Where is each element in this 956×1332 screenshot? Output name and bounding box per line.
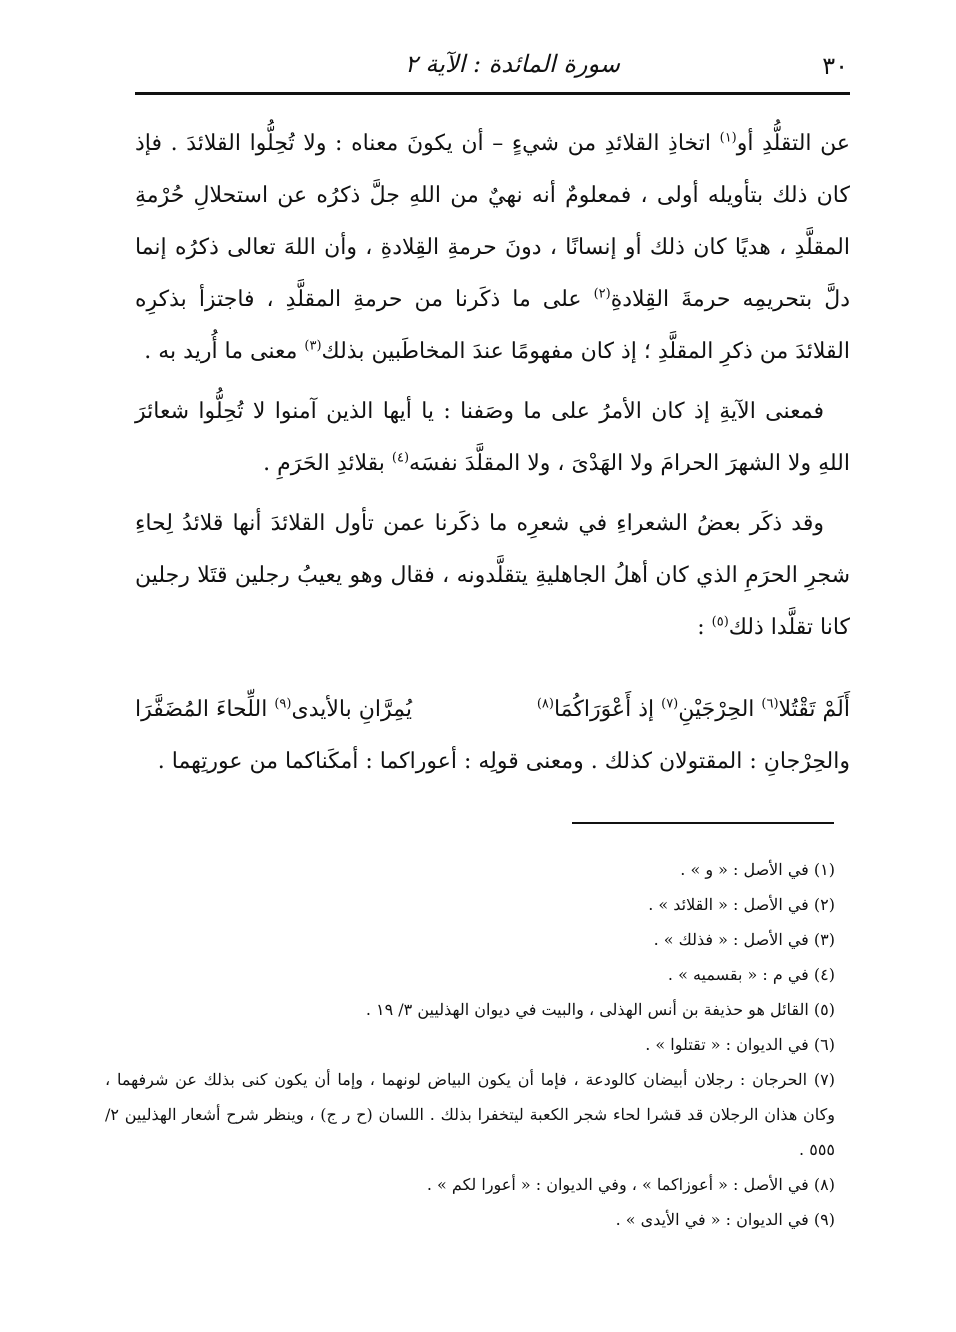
- page-number: ٣٠: [822, 52, 848, 80]
- text-run: الحِرْجَيْنِ: [678, 697, 762, 722]
- text-run: أَلَمْ تَقْتُلا: [778, 697, 850, 722]
- footnote-2: (٢) في الأصل : « القلائد » .: [648, 895, 835, 914]
- footnote-1: (١) في الأصل : « و » .: [680, 860, 835, 879]
- footnote-ref-3: (٣): [304, 338, 322, 354]
- text-run: عن التقلُّدِ أو: [736, 131, 850, 156]
- footnote-rule: [572, 822, 834, 824]
- footnote-ref-2: (٢): [593, 286, 611, 302]
- footnote-ref-1: (١): [719, 130, 737, 146]
- footnote-ref-8: (٨): [536, 696, 554, 712]
- text-run: :: [697, 615, 712, 640]
- poetry-verse: [135, 684, 850, 736]
- footnote-ref-4: (٤): [391, 450, 410, 466]
- verse-second-hemistich: [135, 684, 412, 736]
- footnote-ref-7: (٧): [661, 696, 679, 712]
- verse-first-hemistich: [537, 684, 850, 736]
- text-run: اللِّحاءَ المُضَفَّرَا: [135, 697, 275, 722]
- footnote-5: (٥) القائل هو حذيفة بن أنس الهذلى ، والبيت في ديوان الهذليين ٣/ ١٩ .: [365, 1000, 835, 1019]
- paragraph-3: [135, 498, 850, 654]
- text-run: اتخاذِ القلائدِ من شيءٍ – أن يكونَ معناه : ولا تُحِلُّوا القلائدَ . فإذ كان ذلك بتأويله أولى ، فمعلومٌ أنه نهيٌ من اللهِ جلَّ ذكرُه عن استحلالِ حُرْمةِ المقلَّدِ ، هديًا كان ذلك أو إنسانًا ، دونَ حرمةِ القِلادةِ ، وأن اللهَ تعالى ذكرُه إنما دلَّ بتحريمِه حرمةَ القِلادةِ: [135, 131, 850, 312]
- running-title: سورة المائدة : الآية ٢: [404, 50, 620, 78]
- text-run: فمعنى الآيةِ إذ كان الأمرُ على ما وصَفنا : يا أيها الذين آمنوا لا تُحِلُّوا شعائرَ اللهِ ولا الشهرَ الحرامَ ولا الهَدْىَ ، ولا المقلَّدَ نفسَه: [135, 399, 850, 476]
- main-text: [135, 118, 850, 654]
- page-header: [135, 40, 850, 92]
- text-run: وقد ذكَر بعضُ الشعراءِ في شعرِه ما ذكَرنا عمن تأول القلائدَ أنها قلائدُ لِحاءِ شجرِ الحرَمِ الذي كان أهلُ الجاهليةِ يتقلَّدونه ، فقال وهو يعيبُ رجلين قتَلا رجلين كانا تقلَّدا ذلك: [135, 511, 850, 640]
- footnote-4: (٤) في م : « بقسميه » .: [667, 965, 835, 984]
- footnote-3: (٣) في الأصل : « فذلك » .: [653, 930, 835, 949]
- footnote-ref-5: (٥): [711, 614, 729, 630]
- footnote-8: (٨) في الأصل : « أعوزاكما » ، وفي الديوان : « أعورا لكم » .: [426, 1175, 835, 1194]
- footnote-6: (٦) في الديوان : « تقتلوا » .: [645, 1035, 835, 1054]
- footnote-7: (٧) الحرجان : رجلان أبيضان كالودعة ، فإما أن يكون البياض لونهما ، وإما أن يكون كنى بذلك عن شرفهما ، وكان هذان الرجلان قد قشرا لحاء شجر الكعبة ليتخفرا بذلك . اللسان (ح ر ج) ، وينظر شرح أشعار الهذليين ٢/ ٥٥٥ .: [105, 1070, 836, 1159]
- paragraph-1: [135, 118, 850, 378]
- verse-gloss: والحِرْجانِ : المقتولان كذلك . ومعنى قولِه : أعوراكما : أمكَناكما من عورتِهما .: [157, 749, 850, 774]
- text-run: معنى ما أُريد به .: [144, 339, 305, 364]
- footnote-ref-9: (٩): [274, 696, 292, 712]
- text-run: يُمِرَّانِ بالأيدى: [291, 697, 412, 722]
- footnotes: [105, 852, 835, 1237]
- footnote-9: (٩) في الديوان : « في الأيدى » .: [615, 1210, 835, 1229]
- text-run: إذ أَعْوَرَاكُمَا: [553, 697, 662, 722]
- footnote-ref-6: (٦): [761, 696, 779, 712]
- text-run: بقلائدِ الحَرَمِ .: [263, 451, 392, 476]
- text-run: على ما ذكَرنا من حرمةِ المقلَّدِ ، فاجتزأ بذكرِه القلائدَ من ذكرِ المقلَّدِ ؛ إذ كان مفهومًا عندَ المخاطَبين بذلك: [135, 287, 850, 364]
- paragraph-2: [135, 386, 850, 490]
- header-rule: [135, 92, 850, 95]
